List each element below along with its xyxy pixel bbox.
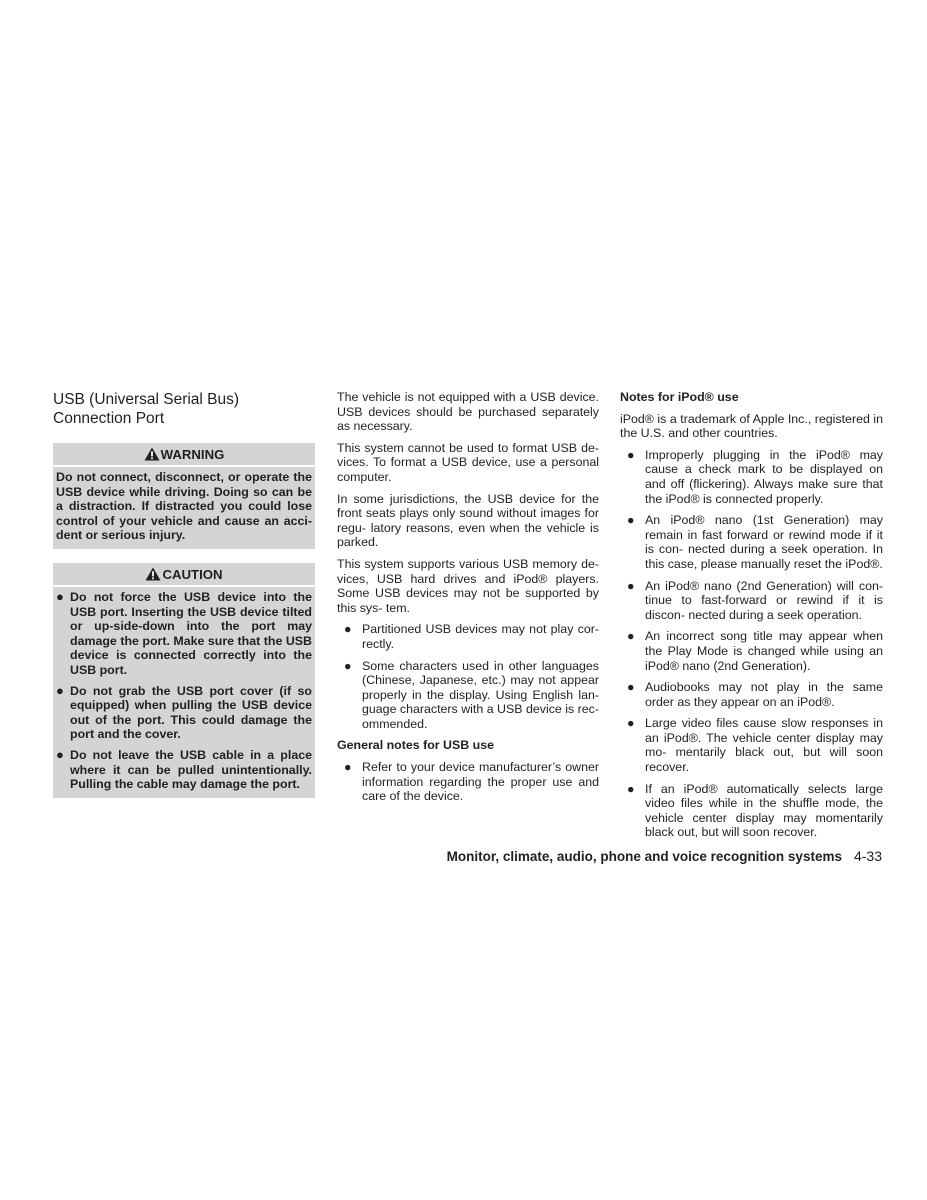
paragraph: iPod® is a trademark of Apple Inc., registered in the U.S. and other countries.	[620, 411, 883, 441]
bullet-dot: ●	[627, 716, 635, 731]
page-number: 4-33	[853, 848, 882, 864]
bullet-dot: ●	[627, 781, 635, 796]
list-item: ● Large video files cause slow responses in an iPod®. The vehicle center display may mo- mentarily black out, but will soon recover.	[620, 716, 883, 774]
list-item: ● An iPod® nano (1st Generation) may remain in fast forward or rewind mode if it is con- nected during a seek operation. In this case, please manually reset the iPod®.	[620, 513, 883, 571]
list-item: ● An iPod® nano (2nd Generation) will con- tinue to fast-forward or rewind if it is discon- nected during a seek operation.	[620, 579, 883, 623]
page-footer	[447, 848, 882, 865]
list-item: ● Some characters used in other languages (Chinese, Japanese, etc.) may not appear properly in the display. Using English lan- guage characters with a USB device is rec- ommended.	[337, 659, 599, 732]
caution-header	[53, 563, 315, 587]
warning-triangle-icon	[145, 567, 161, 581]
paragraph: This system cannot be used to format USB de- vices. To format a USB device, use a personal computer.	[337, 440, 599, 484]
bullet-dot: ●	[56, 588, 64, 604]
right-column	[620, 390, 883, 847]
caution-item: ● Do not grab the USB port cover (if so equipped) when pulling the USB device out of the port. This could damage the port and the cover.	[56, 682, 312, 742]
caution-box	[53, 563, 315, 798]
footer-section-title: Monitor, climate, audio, phone and voice recognition systems	[446, 849, 842, 864]
bullet-dot: ●	[627, 513, 635, 528]
section-title: USB (Universal Serial Bus) Connection Port	[53, 391, 240, 427]
caution-item: ● Do not force the USB device into the USB port. Inserting the USB device tilted or up-side-down into the port may damage the port. Make sure that the USB device is connected correctly into the USB port.	[56, 588, 312, 677]
ipod-notes-heading: Notes for iPod® use	[620, 390, 739, 404]
bullet-dot: ●	[344, 622, 352, 637]
bullet-dot: ●	[627, 578, 635, 593]
warning-triangle-icon	[144, 447, 160, 461]
warning-header	[53, 443, 315, 467]
bullet-dot: ●	[344, 658, 352, 673]
caution-label: CAUTION	[162, 566, 223, 582]
bullet-dot: ●	[627, 680, 635, 695]
paragraph: The vehicle is not equipped with a USB device. USB devices should be purchased separately as necessary.	[337, 390, 599, 434]
caution-list	[53, 587, 315, 798]
general-notes-heading: General notes for USB use	[337, 738, 494, 753]
caution-item: ● Do not leave the USB cable in a place where it can be pulled unintentionally. Pulling the cable may damage the port.	[56, 746, 312, 792]
bullet-dot: ●	[344, 760, 352, 775]
bullet-dot: ●	[627, 629, 635, 644]
warning-text: Do not connect, disconnect, or operate the USB device while driving. Doing so can be a distraction. If distracted you could lose control of your vehicle and cause an acci- dent or serious injury.	[56, 470, 312, 543]
list-item: ● Refer to your device manufacturer’s owner information regarding the proper use and care of the device.	[337, 760, 599, 804]
paragraph: This system supports various USB memory de- vices, USB hard drives and iPod® players. Some USB devices may not be supported by this sys- tem.	[337, 556, 599, 615]
list-item: ● Improperly plugging in the iPod® may cause a check mark to be displayed on and off (flickering). Always make sure that the iPod® is connected properly.	[620, 448, 883, 506]
list-item: ● An incorrect song title may appear when the Play Mode is changed while using an iPod® nano (2nd Generation).	[620, 629, 883, 673]
bullet-dot: ●	[627, 447, 635, 462]
middle-column	[337, 390, 599, 811]
list-item: ● Audiobooks may not play in the same order as they appear on an iPod®.	[620, 680, 883, 709]
warning-label: WARNING	[160, 447, 225, 462]
bullet-dot: ●	[56, 682, 64, 698]
warning-box	[53, 443, 315, 549]
list-item: ● Partitioned USB devices may not play cor- rectly.	[337, 622, 599, 651]
bullet-dot: ●	[56, 746, 64, 762]
left-column	[53, 390, 315, 812]
list-item: ● If an iPod® automatically selects large video files while in the shuffle mode, the vehicle center display may momentarily black out, but will soon recover.	[620, 782, 883, 840]
paragraph: In some jurisdictions, the USB device for the front seats plays only sound without images for regu- latory reasons, even when the vehicle is parked.	[337, 491, 599, 550]
